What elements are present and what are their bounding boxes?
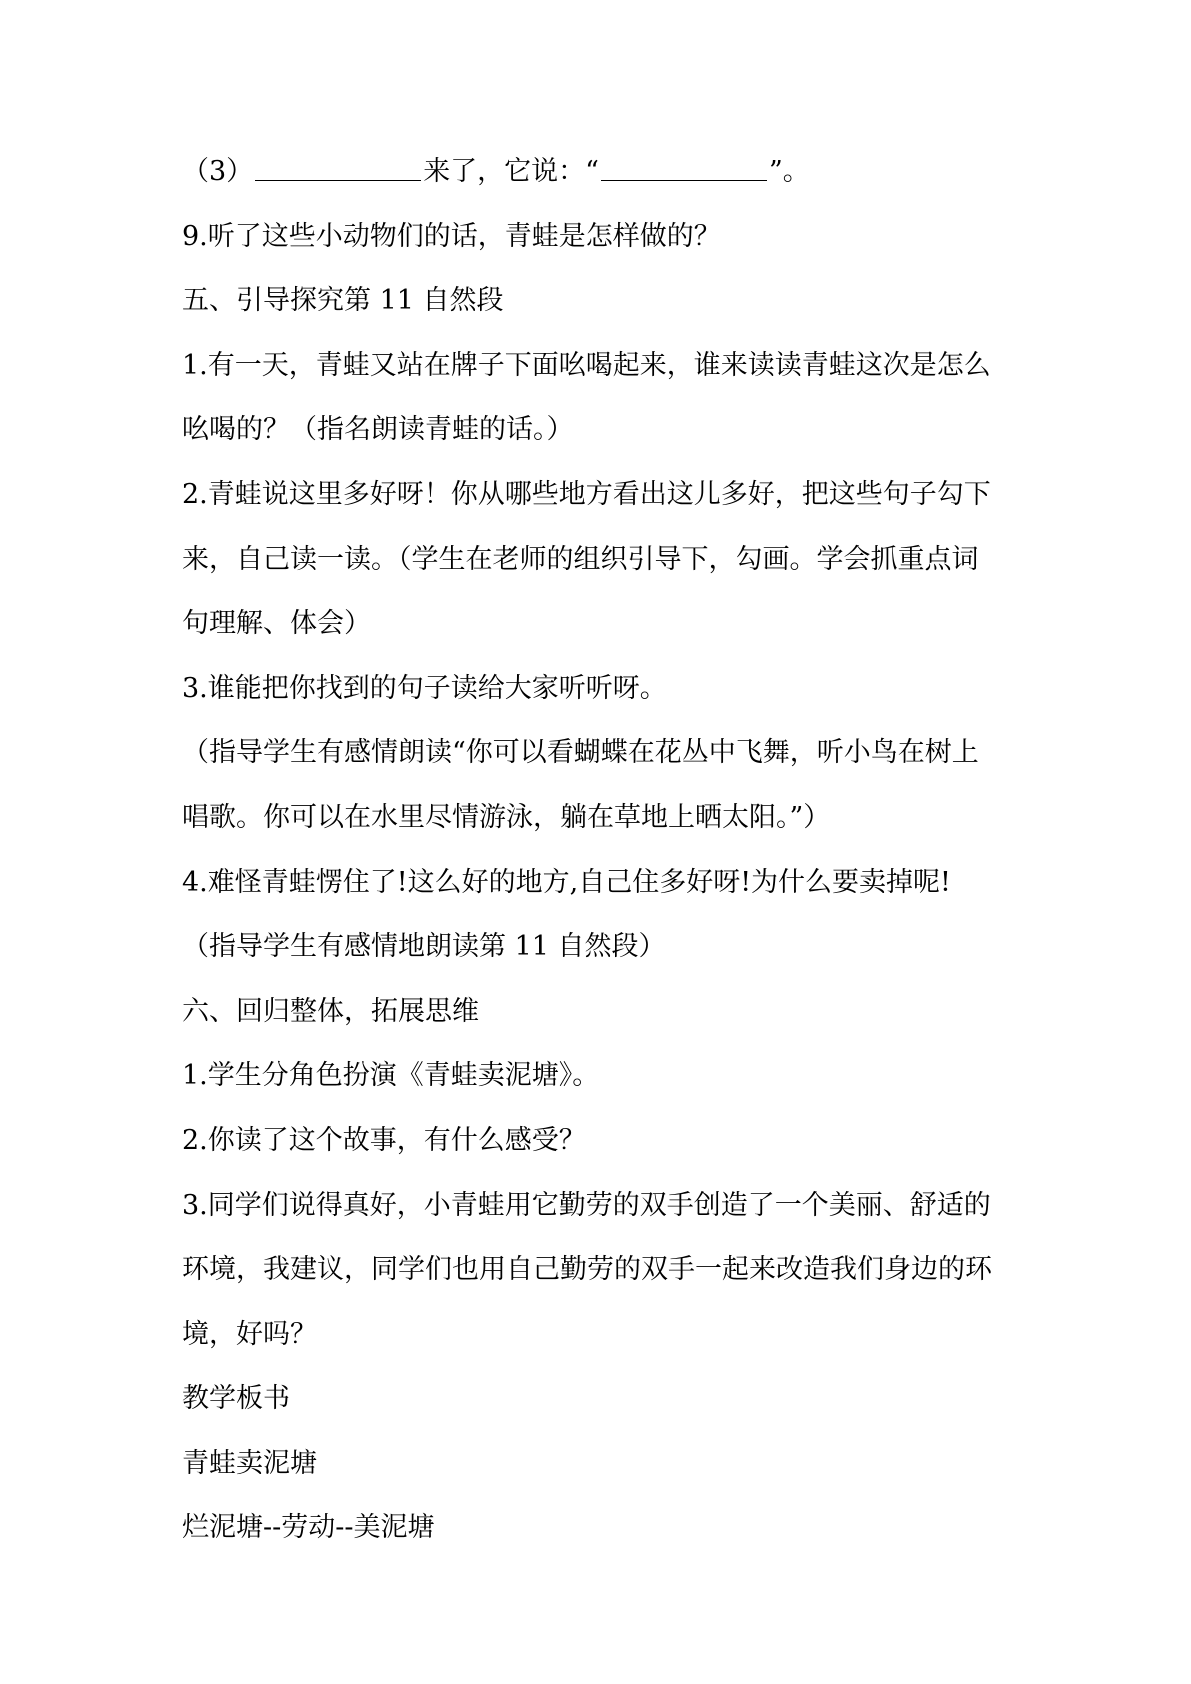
paragraph-line: 句理解、体会） — [182, 608, 371, 640]
paragraph-line: 2.你读了这个故事，有什么感受？ — [182, 1124, 586, 1156]
answer-blank-2[interactable] — [601, 153, 767, 181]
answer-blank-1[interactable] — [255, 153, 421, 181]
paragraph-line: 环境，我建议，同学们也用自己勤劳的双手一起来改造我们身边的环 — [182, 1254, 992, 1286]
paragraph-line: 吆喝的？（指名朗读青蛙的话。） — [182, 414, 574, 446]
section-heading-5: 五、引导探究第 11 自然段 — [182, 285, 504, 317]
paragraph-line: （指导学生有感情地朗读第 11 自然段） — [182, 931, 666, 963]
section-heading-6: 六、回归整体，拓展思维 — [182, 995, 479, 1027]
paragraph-line: （指导学生有感情朗读“你可以看蝴蝶在花丛中飞舞，听小鸟在树上 — [182, 737, 979, 769]
paragraph-line: 3.同学们说得真好，小青蛙用它勤劳的双手创造了一个美丽、舒适的 — [182, 1189, 991, 1221]
question-3-number: （3） — [182, 156, 254, 187]
board-content: 烂泥塘--劳动--美泥塘 — [182, 1512, 435, 1544]
paragraph-line: 1.有一天，青蛙又站在牌子下面吆喝起来，谁来读读青蛙这次是怎么 — [182, 349, 991, 381]
document-page — [182, 140, 1027, 1561]
paragraph-line: 来，自己读一读。（学生在老师的组织引导下，勾画。学会抓重点词 — [182, 543, 979, 575]
paragraph-line: 境，好吗？ — [182, 1318, 317, 1350]
fill-in-question-3 — [182, 140, 1027, 205]
paragraph-line: 4.难怪青蛙愣住了!这么好的地方,自己住多好呀!为什么要卖掉呢! — [182, 866, 951, 898]
paragraph-line: 唱歌。你可以在水里尽情游泳，躺在草地上晒太阳。”） — [182, 801, 831, 833]
paragraph-line: 3.谁能把你找到的句子读给大家听听呀。 — [182, 672, 667, 704]
board-title: 青蛙卖泥塘 — [182, 1447, 317, 1479]
paragraph-line: 1.学生分角色扮演《青蛙卖泥塘》。 — [182, 1060, 600, 1092]
question-3-middle: 来了，它说：“ — [423, 156, 599, 187]
paragraph-line: 2.青蛙说这里多好呀！你从哪些地方看出这儿多好，把这些句子勾下 — [182, 478, 991, 510]
question-9: 9.听了这些小动物们的话，青蛙是怎样做的？ — [182, 220, 721, 252]
question-3-suffix: ”。 — [769, 156, 810, 187]
board-heading: 教学板书 — [182, 1383, 290, 1415]
